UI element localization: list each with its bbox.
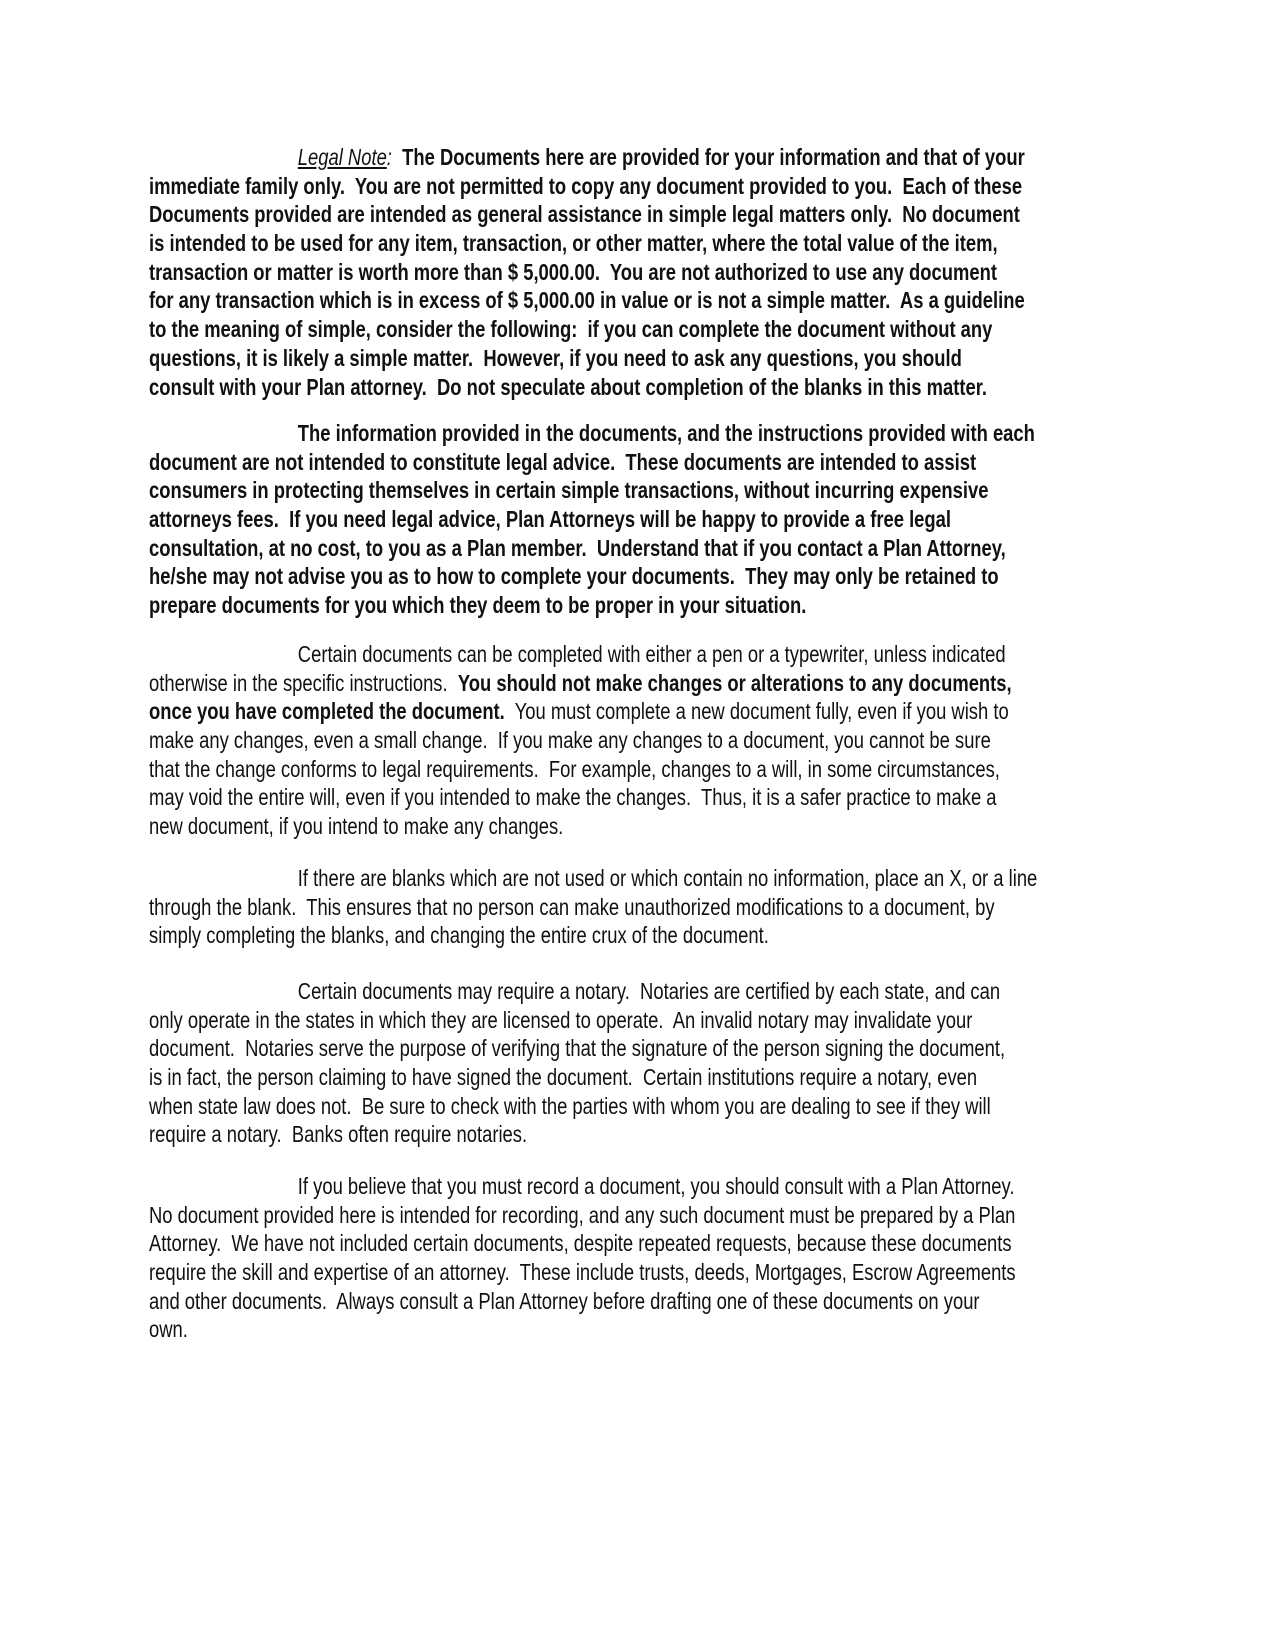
text-line: consult with your Plan attorney. Do not speculate about completion of the blanks in this matter.	[149, 373, 987, 400]
text-line: new document, if you intend to make any changes.	[149, 813, 564, 840]
text-line: Documents provided are intended as general assistance in simple legal matters only. No document	[149, 201, 1020, 228]
text-line: transaction or matter is worth more than $ 5,000.00. You are not authorized to use any document	[149, 258, 997, 285]
text-line: Attorney. We have not included certain documents, despite repeated requests, because these documents	[149, 1230, 1012, 1257]
text-line: questions, it is likely a simple matter. However, if you need to ask any questions, you should	[149, 344, 962, 371]
text-line: Certain documents can be completed with either a pen or a typewriter, unless indicated	[297, 641, 1006, 667]
text-line: that the change conforms to legal requirements. For example, changes to a will, in some circumstances,	[149, 755, 1000, 782]
paragraph-pen-or-typewriter	[149, 640, 1149, 841]
text-line: require a notary. Banks often require notaries.	[149, 1121, 528, 1148]
text-line: Legal Note: The Documents here are provided for your information and that of your	[297, 144, 1025, 170]
text-line: is in fact, the person claiming to have signed the document. Certain institutions require a notary, even	[149, 1064, 978, 1091]
text-line: require the skill and expertise of an attorney. These include trusts, deeds, Mortgages, Escrow Agreements	[149, 1259, 1016, 1286]
paragraph-legal-note	[149, 143, 1149, 401]
text-line: through the blank. This ensures that no person can make unauthorized modifications to a document, by	[149, 893, 995, 920]
paragraph-not-legal-advice	[149, 419, 1149, 620]
emphasis-text: You should not make changes or alterations to any documents,	[457, 669, 1012, 696]
text-line: prepare documents for you which they deem to be proper in your situation.	[149, 592, 807, 619]
emphasis-text: once you have completed the document.	[149, 698, 505, 725]
text-line: own.	[149, 1316, 188, 1343]
text-line: consultation, at no cost, to you as a Plan member. Understand that if you contact a Plan Attorney,	[149, 534, 1006, 561]
text-line: If there are blanks which are not used or which contain no information, place an X, or a line	[297, 865, 1038, 891]
text-line: may void the entire will, even if you intended to make the changes. Thus, it is a safer practice to make a	[149, 784, 997, 811]
text-line: attorneys fees. If you need legal advice, Plan Attorneys will be happy to provide a free legal	[149, 506, 951, 533]
text-line: otherwise in the specific instructions. You should not make changes or alterations to any documents,	[149, 669, 1012, 696]
text-line: consumers in protecting themselves in certain simple transactions, without incurring expensive	[149, 477, 989, 504]
text-line: simply completing the blanks, and changing the entire crux of the document.	[149, 922, 769, 949]
text-line: document. Notaries serve the purpose of verifying that the signature of the person signing the document,	[149, 1035, 1006, 1062]
paragraph-notary	[149, 977, 1149, 1149]
text-line: only operate in the states in which they are licensed to operate. An invalid notary may invalidate your	[149, 1006, 973, 1033]
paragraph-recording	[149, 1172, 1149, 1344]
text-line: once you have completed the document. You must complete a new document fully, even if you wish to	[149, 698, 1009, 725]
text-line: when state law does not. Be sure to check with the parties with whom you are dealing to see if they will	[149, 1092, 991, 1119]
paragraph-blanks	[149, 864, 1149, 950]
text-line: he/she may not advise you as to how to complete your documents. They may only be retained to	[149, 563, 999, 590]
text-line: for any transaction which is in excess of $ 5,000.00 in value or is not a simple matter. As a guideline	[149, 287, 1025, 314]
text-line: is intended to be used for any item, transaction, or other matter, where the total value of the item,	[149, 230, 998, 257]
text-line: make any changes, even a small change. If you make any changes to a document, you cannot be sure	[149, 727, 991, 754]
text-line: to the meaning of simple, consider the following: if you can complete the document without any	[149, 316, 993, 343]
text-line: immediate family only. You are not permitted to copy any document provided to you. Each of these	[149, 172, 1023, 199]
text-line: If you believe that you must record a document, you should consult with a Plan Attorney.	[297, 1173, 1015, 1199]
text-line: and other documents. Always consult a Plan Attorney before drafting one of these documents on your	[149, 1287, 980, 1314]
text-line: document are not intended to constitute legal advice. These documents are intended to assist	[149, 448, 977, 475]
text-line: No document provided here is intended for recording, and any such document must be prepared by a Plan	[149, 1201, 1016, 1228]
text-line: The information provided in the documents, and the instructions provided with each	[297, 420, 1035, 446]
legal-note-label: Legal Note	[297, 144, 387, 170]
text-line: Certain documents may require a notary. Notaries are certified by each state, and can	[297, 978, 1001, 1004]
